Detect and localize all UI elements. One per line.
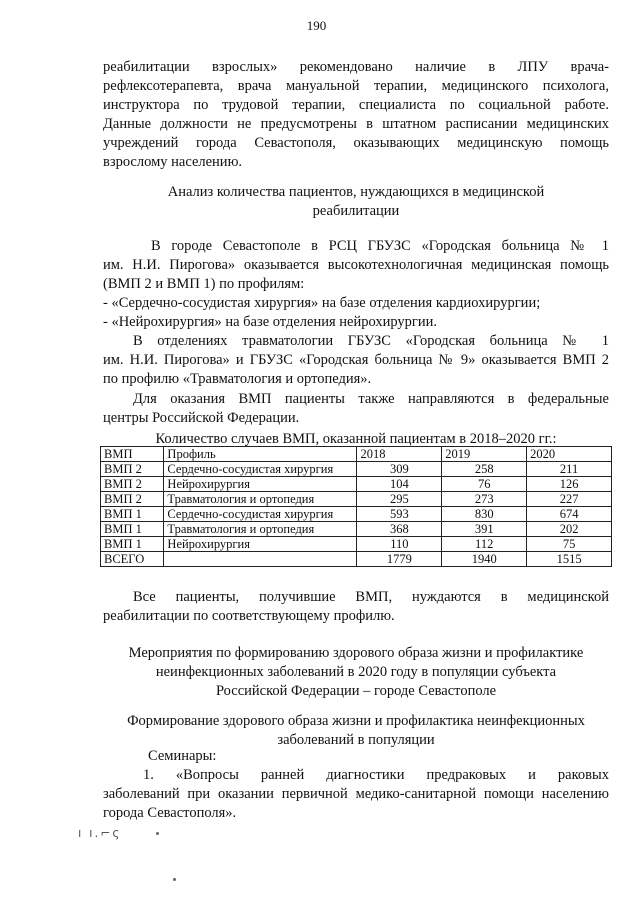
table-cell-vmp: ВМП 1 (101, 537, 164, 552)
table-cell-2019: 1940 (442, 552, 527, 567)
heading-1-line-1: Анализ количества пациентов, нуждающихся в медицинской (167, 184, 545, 200)
table-header-2019: 2019 (442, 447, 527, 462)
table-cell-2020: 1515 (527, 552, 612, 567)
list-item-neuro: - «Нейрохирургия» на базе отделения нейрохирургии. (103, 314, 438, 330)
table-row (101, 522, 612, 537)
table-cell-2019: 76 (442, 477, 527, 492)
table-row (101, 477, 612, 492)
table-header-vmp: ВМП (101, 447, 164, 462)
table-cell-vmp: ВМП 2 (101, 462, 164, 477)
table-cell-vmp: ВМП 2 (101, 477, 164, 492)
paragraph-2-line-1: В городе Севастополе в РСЦ ГБУЗС «Городская больница № 1 (151, 238, 609, 254)
paragraph-1-line-4: Данные должности не предусмотрены в штатном расписании медицинских (103, 116, 609, 132)
paragraph-2-line-3: (ВМП 2 и ВМП 1) по профилям: (103, 276, 305, 292)
table-cell-profile: Травматология и ортопедия (164, 522, 357, 537)
table-cell-2018: 1779 (357, 552, 442, 567)
table-total-row (101, 552, 612, 567)
table-cell-2019: 112 (442, 537, 527, 552)
paragraph-6-line-2: заболеваний при оказании первичной медико-санитарной помощи населению (103, 786, 609, 802)
paragraph-3 (103, 332, 609, 389)
paragraph-5 (103, 588, 609, 626)
table-cell-2018: 104 (357, 477, 442, 492)
list-item-cardio: - «Сердечно-сосудистая хирургия» на базе отделения кардиохирургии; (103, 295, 541, 311)
paragraph-3-line-3: по профилю «Травматология и ортопедия». (103, 371, 372, 387)
table-cell-vmp: ВМП 1 (101, 507, 164, 522)
paragraph-5-line-2: реабилитации по соответствующему профилю. (103, 608, 395, 624)
table-cell-2018: 309 (357, 462, 442, 477)
table-cell-profile: Нейрохирургия (164, 477, 357, 492)
table-cell-2020: 227 (527, 492, 612, 507)
table-cell-2018: 593 (357, 507, 442, 522)
table-cell-2019: 258 (442, 462, 527, 477)
table-cell-2020: 211 (527, 462, 612, 477)
paragraph-4-line-1: Для оказания ВМП пациенты также направляются в федеральные (133, 391, 609, 407)
heading-1-line-2: реабилитации (312, 203, 400, 219)
paragraph-6-line-3: города Севастополя». (103, 805, 237, 821)
margin-dot-mark (156, 832, 159, 835)
table-cell-vmp: ВСЕГО (101, 552, 164, 567)
table-row (101, 462, 612, 477)
table-cell-2019: 273 (442, 492, 527, 507)
table-header-profile: Профиль (164, 447, 357, 462)
paragraph-1-line-5: учреждений города Севастополя, оказывающих медицинскую помощь (103, 135, 609, 151)
paragraph-6-line-1: 1. «Вопросы ранней диагностики предраковых и раковых (143, 767, 609, 783)
table-cell-2018: 368 (357, 522, 442, 537)
seminars-label: Семинары: (148, 748, 217, 764)
table-cell-profile (164, 552, 357, 567)
scan-dot-mark (173, 878, 176, 881)
table-cell-2020: 126 (527, 477, 612, 492)
paragraph-1-line-2: рефлексотерапевта, врача мануальной терапии, медицинского психолога, (103, 78, 609, 94)
paragraph-4-line-2: центры Российской Федерации. (103, 410, 300, 426)
table-cell-2019: 830 (442, 507, 527, 522)
margin-scribble: ı ı.⌐ς (78, 826, 122, 840)
table-cell-2019: 391 (442, 522, 527, 537)
table-cell-profile: Нейрохирургия (164, 537, 357, 552)
table-header-2020: 2020 (527, 447, 612, 462)
paragraph-5-line-1: Все пациенты, получившие ВМП, нуждаются в медицинской (133, 589, 609, 605)
table-cell-2020: 674 (527, 507, 612, 522)
paragraph-3-line-1: В отделениях травматологии ГБУЗС «Городская больница № 1 (133, 333, 609, 349)
table-cell-vmp: ВМП 2 (101, 492, 164, 507)
table-cell-2020: 75 (527, 537, 612, 552)
heading-3-line-1: Формирование здорового образа жизни и профилактика неинфекционных (127, 713, 585, 729)
paragraph-2-line-2: им. Н.И. Пирогова» оказывается высокотехнологичная медицинская помощь (103, 257, 609, 273)
table-header-2018: 2018 (357, 447, 442, 462)
heading-3-line-2: заболеваний в популяции (277, 732, 435, 748)
page-number: 190 (306, 18, 327, 33)
table-cell-profile: Сердечно-сосудистая хирургия (164, 507, 357, 522)
heading-healthy-lifestyle-measures (103, 644, 609, 701)
paragraph-1-line-3: инструктора по трудовой терапии, специалиста по социальной работе. (103, 97, 609, 113)
table-cell-profile: Травматология и ортопедия (164, 492, 357, 507)
heading-2-line-1: Мероприятия по формированию здорового образа жизни и профилактике (128, 645, 584, 661)
heading-2-line-2: неинфекционных заболеваний в 2020 году в популяции субъекта (155, 664, 557, 680)
table-cell-vmp: ВМП 1 (101, 522, 164, 537)
table-cell-2018: 110 (357, 537, 442, 552)
table-row (101, 492, 612, 507)
table-cell-2020: 202 (527, 522, 612, 537)
paragraph-1-line-6: взрослому населению. (103, 154, 243, 170)
table-cell-2018: 295 (357, 492, 442, 507)
table-caption: Количество случаев ВМП, оказанной пациентам в 2018–2020 гг.: (155, 431, 557, 447)
paragraph-3-line-2: им. Н.И. Пирогова» и ГБУЗС «Городская больница № 9» оказывается ВМП 2 (103, 352, 609, 368)
heading-patient-analysis (103, 183, 609, 221)
heading-2-line-3: Российской Федерации – городе Севастополе (215, 683, 497, 699)
paragraph-2 (103, 237, 609, 294)
paragraph-6 (103, 766, 609, 823)
heading-healthy-lifestyle-formation (103, 712, 609, 750)
table-cell-profile: Сердечно-сосудистая хирургия (164, 462, 357, 477)
table-row (101, 507, 612, 522)
paragraph-1 (103, 58, 609, 172)
paragraph-1-line-1: реабилитации взрослых» рекомендовано наличие в ЛПУ врача- (103, 59, 609, 75)
vmp-table (100, 446, 612, 567)
table-header-row (101, 447, 612, 462)
paragraph-4 (103, 390, 609, 428)
table-row (101, 537, 612, 552)
